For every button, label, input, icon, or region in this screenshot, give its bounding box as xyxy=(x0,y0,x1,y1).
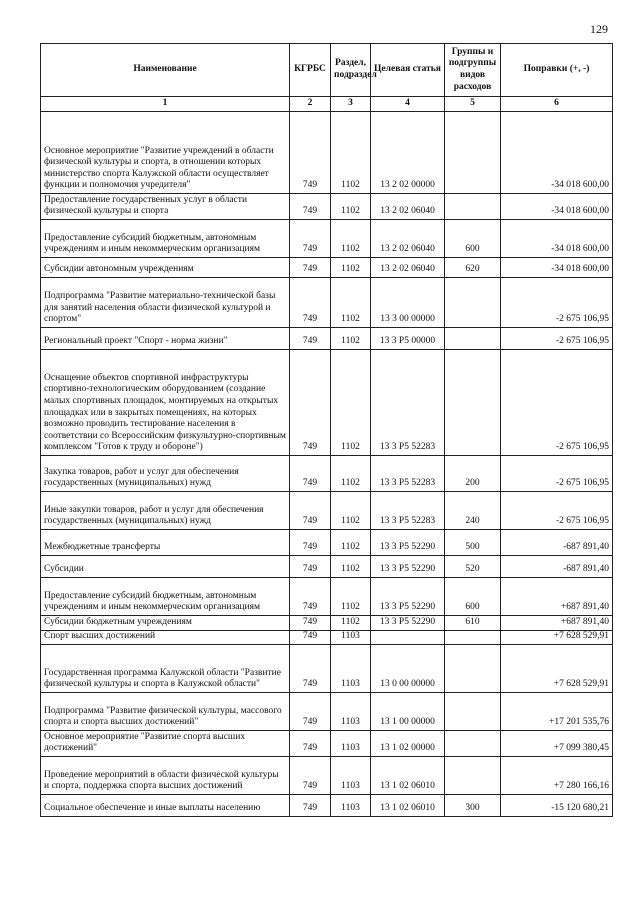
table-row xyxy=(41,278,613,328)
table-row xyxy=(41,112,613,194)
row-amount: -687 891,40 xyxy=(501,556,613,578)
row-section: 1103 xyxy=(331,631,371,645)
row-target: 13 1 00 00000 xyxy=(371,693,445,731)
row-target xyxy=(371,631,445,645)
column-number: 6 xyxy=(501,97,613,112)
row-section: 1102 xyxy=(331,258,371,278)
row-group: 300 xyxy=(445,795,501,817)
row-target: 13 1 02 06010 xyxy=(371,757,445,795)
row-group: 600 xyxy=(445,578,501,616)
row-amount: +687 891,40 xyxy=(501,578,613,616)
row-amount: -2 675 106,95 xyxy=(501,278,613,328)
row-name: Оснащение объектов спортивной инфраструктуры спортивно-технологическим оборудованием (создание малых спортивных площадок, монтируемых на открытых площадках или в закрытых помещениях, на которых возможно проводить тестирование населения в соответствии со Всероссийским физкультурно-спортивным комплексом "Готов к труду и обороне") xyxy=(41,350,290,456)
row-section: 1102 xyxy=(331,328,371,350)
table-row xyxy=(41,578,613,616)
row-name: Региональный проект "Спорт - норма жизни" xyxy=(41,328,290,350)
row-name: Основное мероприятие "Развитие спорта высших достижений" xyxy=(41,731,290,757)
row-kgrbs: 749 xyxy=(290,616,331,631)
row-kgrbs: 749 xyxy=(290,693,331,731)
column-number: 2 xyxy=(290,97,331,112)
table-row xyxy=(41,194,613,220)
row-kgrbs: 749 xyxy=(290,530,331,556)
header-row xyxy=(41,44,613,97)
row-section: 1102 xyxy=(331,556,371,578)
row-section: 1103 xyxy=(331,693,371,731)
row-kgrbs: 749 xyxy=(290,278,331,328)
column-numbers-row xyxy=(41,97,613,112)
table-row xyxy=(41,328,613,350)
row-section: 1102 xyxy=(331,112,371,194)
row-section: 1102 xyxy=(331,456,371,492)
row-amount: +7 628 529,91 xyxy=(501,645,613,693)
row-amount: -34 018 600,00 xyxy=(501,112,613,194)
table-row xyxy=(41,220,613,258)
row-amount: +7 280 166,16 xyxy=(501,757,613,795)
row-name: Закупка товаров, работ и услуг для обеспечения государственных (муниципальных) нужд xyxy=(41,456,290,492)
row-name: Спорт высших достижений xyxy=(41,631,290,645)
row-target: 13 0 00 00000 xyxy=(371,645,445,693)
row-amount: -687 891,40 xyxy=(501,530,613,556)
row-target: 13 3 00 00000 xyxy=(371,278,445,328)
row-group xyxy=(445,645,501,693)
row-amount: -34 018 600,00 xyxy=(501,194,613,220)
row-group: 500 xyxy=(445,530,501,556)
row-section: 1102 xyxy=(331,578,371,616)
row-group xyxy=(445,328,501,350)
row-name: Проведение мероприятий в области физической культуры и спорта, поддержка спорта высших достижений xyxy=(41,757,290,795)
row-target: 13 1 02 00000 xyxy=(371,731,445,757)
row-group xyxy=(445,278,501,328)
row-name: Основное мероприятие "Развитие учреждений в области физической культуры и спорта, в отношении которых министерство спорта Калужской области осуществляет функции и полномочия учредителя" xyxy=(41,112,290,194)
row-section: 1102 xyxy=(331,220,371,258)
row-target: 13 3 P5 00000 xyxy=(371,328,445,350)
row-amount: -2 675 106,95 xyxy=(501,328,613,350)
header-section: Раздел, подраздел xyxy=(331,44,371,97)
table-row xyxy=(41,631,613,645)
header-kgrbs: КГРБС xyxy=(290,44,331,97)
row-group: 520 xyxy=(445,556,501,578)
table-row xyxy=(41,616,613,631)
row-target: 13 3 P5 52290 xyxy=(371,556,445,578)
header-name: Наименование xyxy=(41,44,290,97)
row-kgrbs: 749 xyxy=(290,328,331,350)
row-target: 13 3 P5 52283 xyxy=(371,492,445,530)
row-name: Иные закупки товаров, работ и услуг для обеспечения государственных (муниципальных) нужд xyxy=(41,492,290,530)
row-kgrbs: 749 xyxy=(290,795,331,817)
table-row xyxy=(41,757,613,795)
row-kgrbs: 749 xyxy=(290,258,331,278)
table-body xyxy=(41,112,613,817)
row-group: 610 xyxy=(445,616,501,631)
row-section: 1103 xyxy=(331,795,371,817)
row-group xyxy=(445,757,501,795)
row-kgrbs: 749 xyxy=(290,757,331,795)
table-row xyxy=(41,456,613,492)
row-group xyxy=(445,350,501,456)
row-section: 1102 xyxy=(331,616,371,631)
row-target: 13 2 02 00000 xyxy=(371,112,445,194)
header-target: Целевая статья xyxy=(371,44,445,97)
row-kgrbs: 749 xyxy=(290,631,331,645)
row-target: 13 3 P5 52283 xyxy=(371,456,445,492)
row-kgrbs: 749 xyxy=(290,194,331,220)
row-kgrbs: 749 xyxy=(290,556,331,578)
table-row xyxy=(41,258,613,278)
header-groups: Группы и подгруппы видов расходов xyxy=(445,44,501,97)
row-amount: -15 120 680,21 xyxy=(501,795,613,817)
row-section: 1103 xyxy=(331,731,371,757)
row-group xyxy=(445,693,501,731)
row-section: 1102 xyxy=(331,350,371,456)
row-target: 13 3 P5 52290 xyxy=(371,578,445,616)
row-kgrbs: 749 xyxy=(290,492,331,530)
row-name: Субсидии автономным учреждениям xyxy=(41,258,290,278)
row-amount: -2 675 106,95 xyxy=(501,492,613,530)
row-group xyxy=(445,631,501,645)
row-name: Субсидии бюджетным учреждениям xyxy=(41,616,290,631)
row-amount: +7 628 529,91 xyxy=(501,631,613,645)
row-name: Подпрограмма "Развитие материально-технической базы для занятий населения области физической культурой и спортом" xyxy=(41,278,290,328)
row-amount: -2 675 106,95 xyxy=(501,456,613,492)
row-name: Межбюджетные трансферты xyxy=(41,530,290,556)
row-name: Предоставление субсидий бюджетным, автономным учреждениям и иным некоммерческим организациям xyxy=(41,578,290,616)
row-kgrbs: 749 xyxy=(290,731,331,757)
table-row xyxy=(41,645,613,693)
budget-table xyxy=(40,43,613,817)
row-group xyxy=(445,194,501,220)
row-amount: -34 018 600,00 xyxy=(501,258,613,278)
column-number: 3 xyxy=(331,97,371,112)
row-section: 1102 xyxy=(331,492,371,530)
row-kgrbs: 749 xyxy=(290,112,331,194)
row-kgrbs: 749 xyxy=(290,578,331,616)
row-group xyxy=(445,731,501,757)
table-row xyxy=(41,492,613,530)
row-kgrbs: 749 xyxy=(290,456,331,492)
row-group: 200 xyxy=(445,456,501,492)
row-name: Субсидии xyxy=(41,556,290,578)
page-number: 129 xyxy=(590,22,608,36)
row-name: Предоставление государственных услуг в области физической культуры и спорта xyxy=(41,194,290,220)
row-target: 13 2 02 06040 xyxy=(371,194,445,220)
row-amount: +7 099 380,45 xyxy=(501,731,613,757)
row-amount: -34 018 600,00 xyxy=(501,220,613,258)
table-row xyxy=(41,795,613,817)
row-section: 1102 xyxy=(331,278,371,328)
row-amount: -2 675 106,95 xyxy=(501,350,613,456)
row-amount: +17 201 535,76 xyxy=(501,693,613,731)
row-group: 240 xyxy=(445,492,501,530)
column-number: 1 xyxy=(41,97,290,112)
row-section: 1103 xyxy=(331,757,371,795)
row-name: Предоставление субсидий бюджетным, автономным учреждениям и иным некоммерческим организациям xyxy=(41,220,290,258)
row-group: 620 xyxy=(445,258,501,278)
row-target: 13 3 P5 52290 xyxy=(371,530,445,556)
row-target: 13 2 02 06040 xyxy=(371,258,445,278)
header-amendments: Поправки (+, -) xyxy=(501,44,613,97)
row-section: 1102 xyxy=(331,194,371,220)
row-target: 13 3 P5 52290 xyxy=(371,616,445,631)
row-group: 600 xyxy=(445,220,501,258)
row-kgrbs: 749 xyxy=(290,645,331,693)
row-name: Подпрограмма "Развитие физической культуры, массового спорта и спорта высших достижений" xyxy=(41,693,290,731)
row-target: 13 1 02 06010 xyxy=(371,795,445,817)
table-row xyxy=(41,731,613,757)
row-target: 13 2 02 06040 xyxy=(371,220,445,258)
column-number: 5 xyxy=(445,97,501,112)
column-number: 4 xyxy=(371,97,445,112)
table-row xyxy=(41,350,613,456)
table-row xyxy=(41,556,613,578)
row-section: 1103 xyxy=(331,645,371,693)
row-target: 13 3 P5 52283 xyxy=(371,350,445,456)
table-row xyxy=(41,693,613,731)
row-amount: +687 891,40 xyxy=(501,616,613,631)
row-kgrbs: 749 xyxy=(290,220,331,258)
row-section: 1102 xyxy=(331,530,371,556)
row-name: Государственная программа Калужской области "Развитие физической культуры и спорта в Калужской области" xyxy=(41,645,290,693)
row-group xyxy=(445,112,501,194)
row-name: Социальное обеспечение и иные выплаты населению xyxy=(41,795,290,817)
row-kgrbs: 749 xyxy=(290,350,331,456)
table-row xyxy=(41,530,613,556)
